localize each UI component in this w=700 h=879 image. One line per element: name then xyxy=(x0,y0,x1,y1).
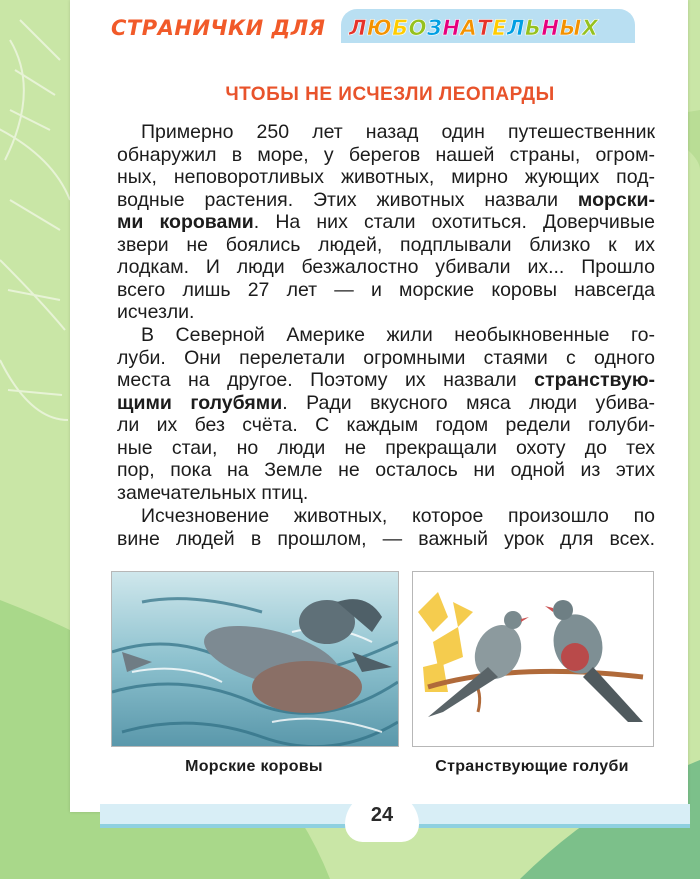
header-letter: Л xyxy=(349,16,367,40)
header-letter: А xyxy=(460,16,478,40)
paragraph-1 xyxy=(117,121,655,324)
text-segment: обнаружил в море, у берегов нашей страны, огром- xyxy=(117,143,655,166)
header-left-text: СТРАНИЧКИ ДЛЯ xyxy=(111,16,326,40)
header-letter: Т xyxy=(477,16,493,40)
article-title: ЧТОБЫ НЕ ИСЧЕЗЛИ ЛЕОПАРДЫ xyxy=(225,84,555,105)
header-letter: Е xyxy=(492,16,507,40)
text-line xyxy=(117,369,655,392)
text-line xyxy=(117,301,655,324)
text-segment: ных, неповоротливых животных, мирно жующих под- xyxy=(117,166,655,188)
text-segment: пор, пока на Земле не осталось ни одной из этих xyxy=(117,459,655,481)
text-segment: исчезли. xyxy=(117,301,195,323)
text-line xyxy=(117,121,655,144)
text-segment: лодкам. И люди безжалостно убивали их... Прошло xyxy=(117,256,655,278)
pigeons-icon xyxy=(413,572,653,746)
text-line xyxy=(117,256,655,279)
header-letter: Ы xyxy=(559,16,582,40)
header-letter: О xyxy=(408,16,427,40)
bold-term: морски- xyxy=(577,188,655,211)
text-segment: . Ради вкусного мяса люди убива- xyxy=(282,391,655,414)
pigeons-illustration xyxy=(412,571,654,747)
text-segment: луби. Они перелетали огромными стаями с одного xyxy=(117,346,655,369)
text-segment: Примерно 250 лет назад один путешественник xyxy=(141,121,655,143)
text-line xyxy=(117,392,655,415)
caption-sea-cows: Морские коровы xyxy=(185,758,323,775)
text-segment: вине людей в прошлом, — важный урок для всех. xyxy=(117,527,655,550)
header-letter: З xyxy=(426,16,443,40)
text-segment: водные растения. Этих животных назвали xyxy=(117,188,578,211)
text-segment: ные стаи, но люди не прекращали охоту до тех xyxy=(117,436,655,459)
text-line xyxy=(117,482,655,505)
header-letter: Н xyxy=(442,16,461,40)
text-line xyxy=(117,437,655,460)
header-letter: Ю xyxy=(366,16,393,40)
bold-term: странствую- xyxy=(534,369,655,391)
header-right-text xyxy=(349,16,598,40)
text-segment: Исчезновение животных, которое произошло по xyxy=(141,505,655,527)
text-segment: звери не боялись людей, подплывали близко к их xyxy=(117,233,655,256)
bold-term: ми коровами xyxy=(117,211,254,233)
text-line xyxy=(117,189,655,212)
text-line xyxy=(117,166,655,189)
text-segment: ли их без счёта. С каждым годом редели голуби- xyxy=(117,414,655,436)
text-line xyxy=(117,459,655,482)
text-segment: . На них стали охотиться. Доверчивые xyxy=(253,211,655,233)
text-segment: всего лишь 27 лет — и морские коровы навсегда xyxy=(117,278,655,301)
header-letter: Н xyxy=(541,16,560,40)
header-letter: Л xyxy=(506,16,525,40)
text-segment: замечательных птиц. xyxy=(117,481,309,504)
text-line xyxy=(117,347,655,370)
sea-cows-illustration xyxy=(111,571,399,747)
caption-pigeons: Странствующие голуби xyxy=(435,758,629,775)
text-line xyxy=(117,414,655,437)
text-line xyxy=(117,211,655,234)
sea-cows-icon xyxy=(112,572,398,746)
text-line xyxy=(117,279,655,302)
text-line xyxy=(117,528,655,551)
paragraph-2 xyxy=(117,324,655,504)
bold-term: щими голубями xyxy=(117,391,283,414)
text-line xyxy=(117,144,655,167)
page-number: 24 xyxy=(370,804,394,826)
header-letter: Х xyxy=(581,16,599,40)
header-letter: Б xyxy=(392,16,409,40)
text-line xyxy=(117,234,655,257)
text-line xyxy=(117,324,655,347)
text-line xyxy=(117,505,655,528)
header-letter: Ь xyxy=(524,16,542,40)
text-segment: места на другое. Поэтому их назвали xyxy=(117,369,535,391)
text-segment: В Северной Америке жили необыкновенные го- xyxy=(141,324,655,346)
paragraph-3 xyxy=(117,505,655,550)
